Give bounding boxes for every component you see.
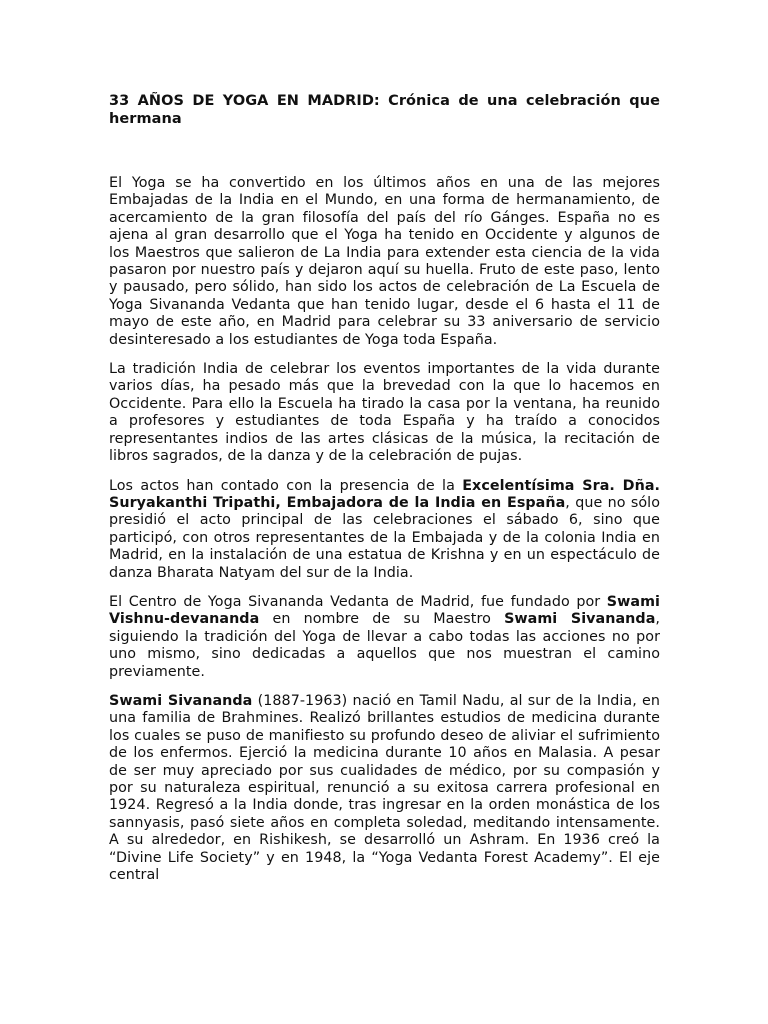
document-title: 33 AÑOS DE YOGA EN MADRID: Crónica de una celebración que hermana [109, 93, 660, 127]
ambassador-name: Excelentísima Sra. Dña. Suryakanthi Tripathi, Embajadora de la India en España [109, 477, 660, 511]
paragraph-4-text-c: , siguiendo la tradición del Yoga de llevar a cabo todas las acciones no por uno mismo, sino dedicadas a aquellos que nos muestran el camino previamente. [109, 611, 660, 680]
paragraph-1-text: El Yoga se ha convertido en los últimos años en una de las mejores Embajadas de la India en el Mundo, en una forma de hermanamiento, de acercamiento de la gran filosofía del país del río Gánges. España no es ajena al gran desarrollo que el Yoga ha tenido en Occidente y algunos de los Maestros que salieron de La India para extender esta ciencia de la vida pasaron por nuestro país y dejaron aquí su huella. Fruto de este paso, lento y pausado, pero sólido, han sido los actos de celebración de La Escuela de Yoga Sivananda Vedanta que han tenido lugar, desde el 6 hasta el 11 de mayo de este año, en Madrid para celebrar su 33 aniversario de servicio desinteresado a los estudiantes de Yoga toda España. [109, 175, 660, 348]
paragraph-2-text: La tradición India de celebrar los eventos importantes de la vida durante varios días, ha pesado más que la brevedad con la que lo hacemos en Occidente. Para ello la Escuela ha tirado la casa por la ventana, ha reunido a profesores y estudiantes de toda España y ha traído a conocidos representantes indios de las artes clásicas de la música, la recitación de libros sagrados, de la danza y de la celebración de pujas. [109, 361, 660, 465]
founder-name: Swami Vishnu-devananda [109, 593, 660, 628]
paragraph-3 [109, 478, 660, 582]
paragraph-4-text-a: El Centro de Yoga Sivananda Vedanta de Madrid, fue fundado por [109, 593, 607, 610]
master-name: Swami Sivananda [504, 611, 656, 628]
paragraph-5-text: (1887-1963) nació en Tamil Nadu, al sur de la India, en una familia de Brahmines. Realizó brillantes estudios de medicina durante los cuales se puso de manifiesto su profundo deseo de aliviar el sufrimiento de los enfermos. Ejerció la medicina durante 10 años en Malasia. A pesar de ser muy apreciado por sus cualidades de médico, por su compasión y por su naturaleza espiritual, renunció a su exitosa carrera profesional en 1924. Regresó a la India donde, tras ingresar en la orden monástica de los sannyasis, pasó siete años en completa soledad, meditando intensamente. A su alrededor, en Rishikesh, se desarrolló un Ashram. En 1936 creó la “Divine Life Society” y en 1948, la “Yoga Vedanta Forest Academy”. El eje central [109, 692, 661, 884]
paragraph-1 [109, 175, 660, 349]
paragraph-3-text-b: , que no sólo presidió el acto principal de las celebraciones el sábado 6, sino que participó, con otros representantes de la Embajada y de la colonia India en Madrid, en la instalación de una estatua de Krishna y en un espectáculo de danza Bharata Natyam del sur de la India. [109, 494, 661, 581]
paragraph-4-text-b: en nombre de su Maestro [259, 611, 505, 628]
document-page [109, 92, 660, 896]
paragraph-4 [109, 594, 660, 681]
paragraph-3-text-a: Los actos han contado con la presencia de la [109, 477, 463, 494]
paragraph-5 [109, 693, 660, 884]
paragraph-2 [109, 361, 660, 465]
sivananda-name: Swami Sivananda [109, 692, 253, 709]
